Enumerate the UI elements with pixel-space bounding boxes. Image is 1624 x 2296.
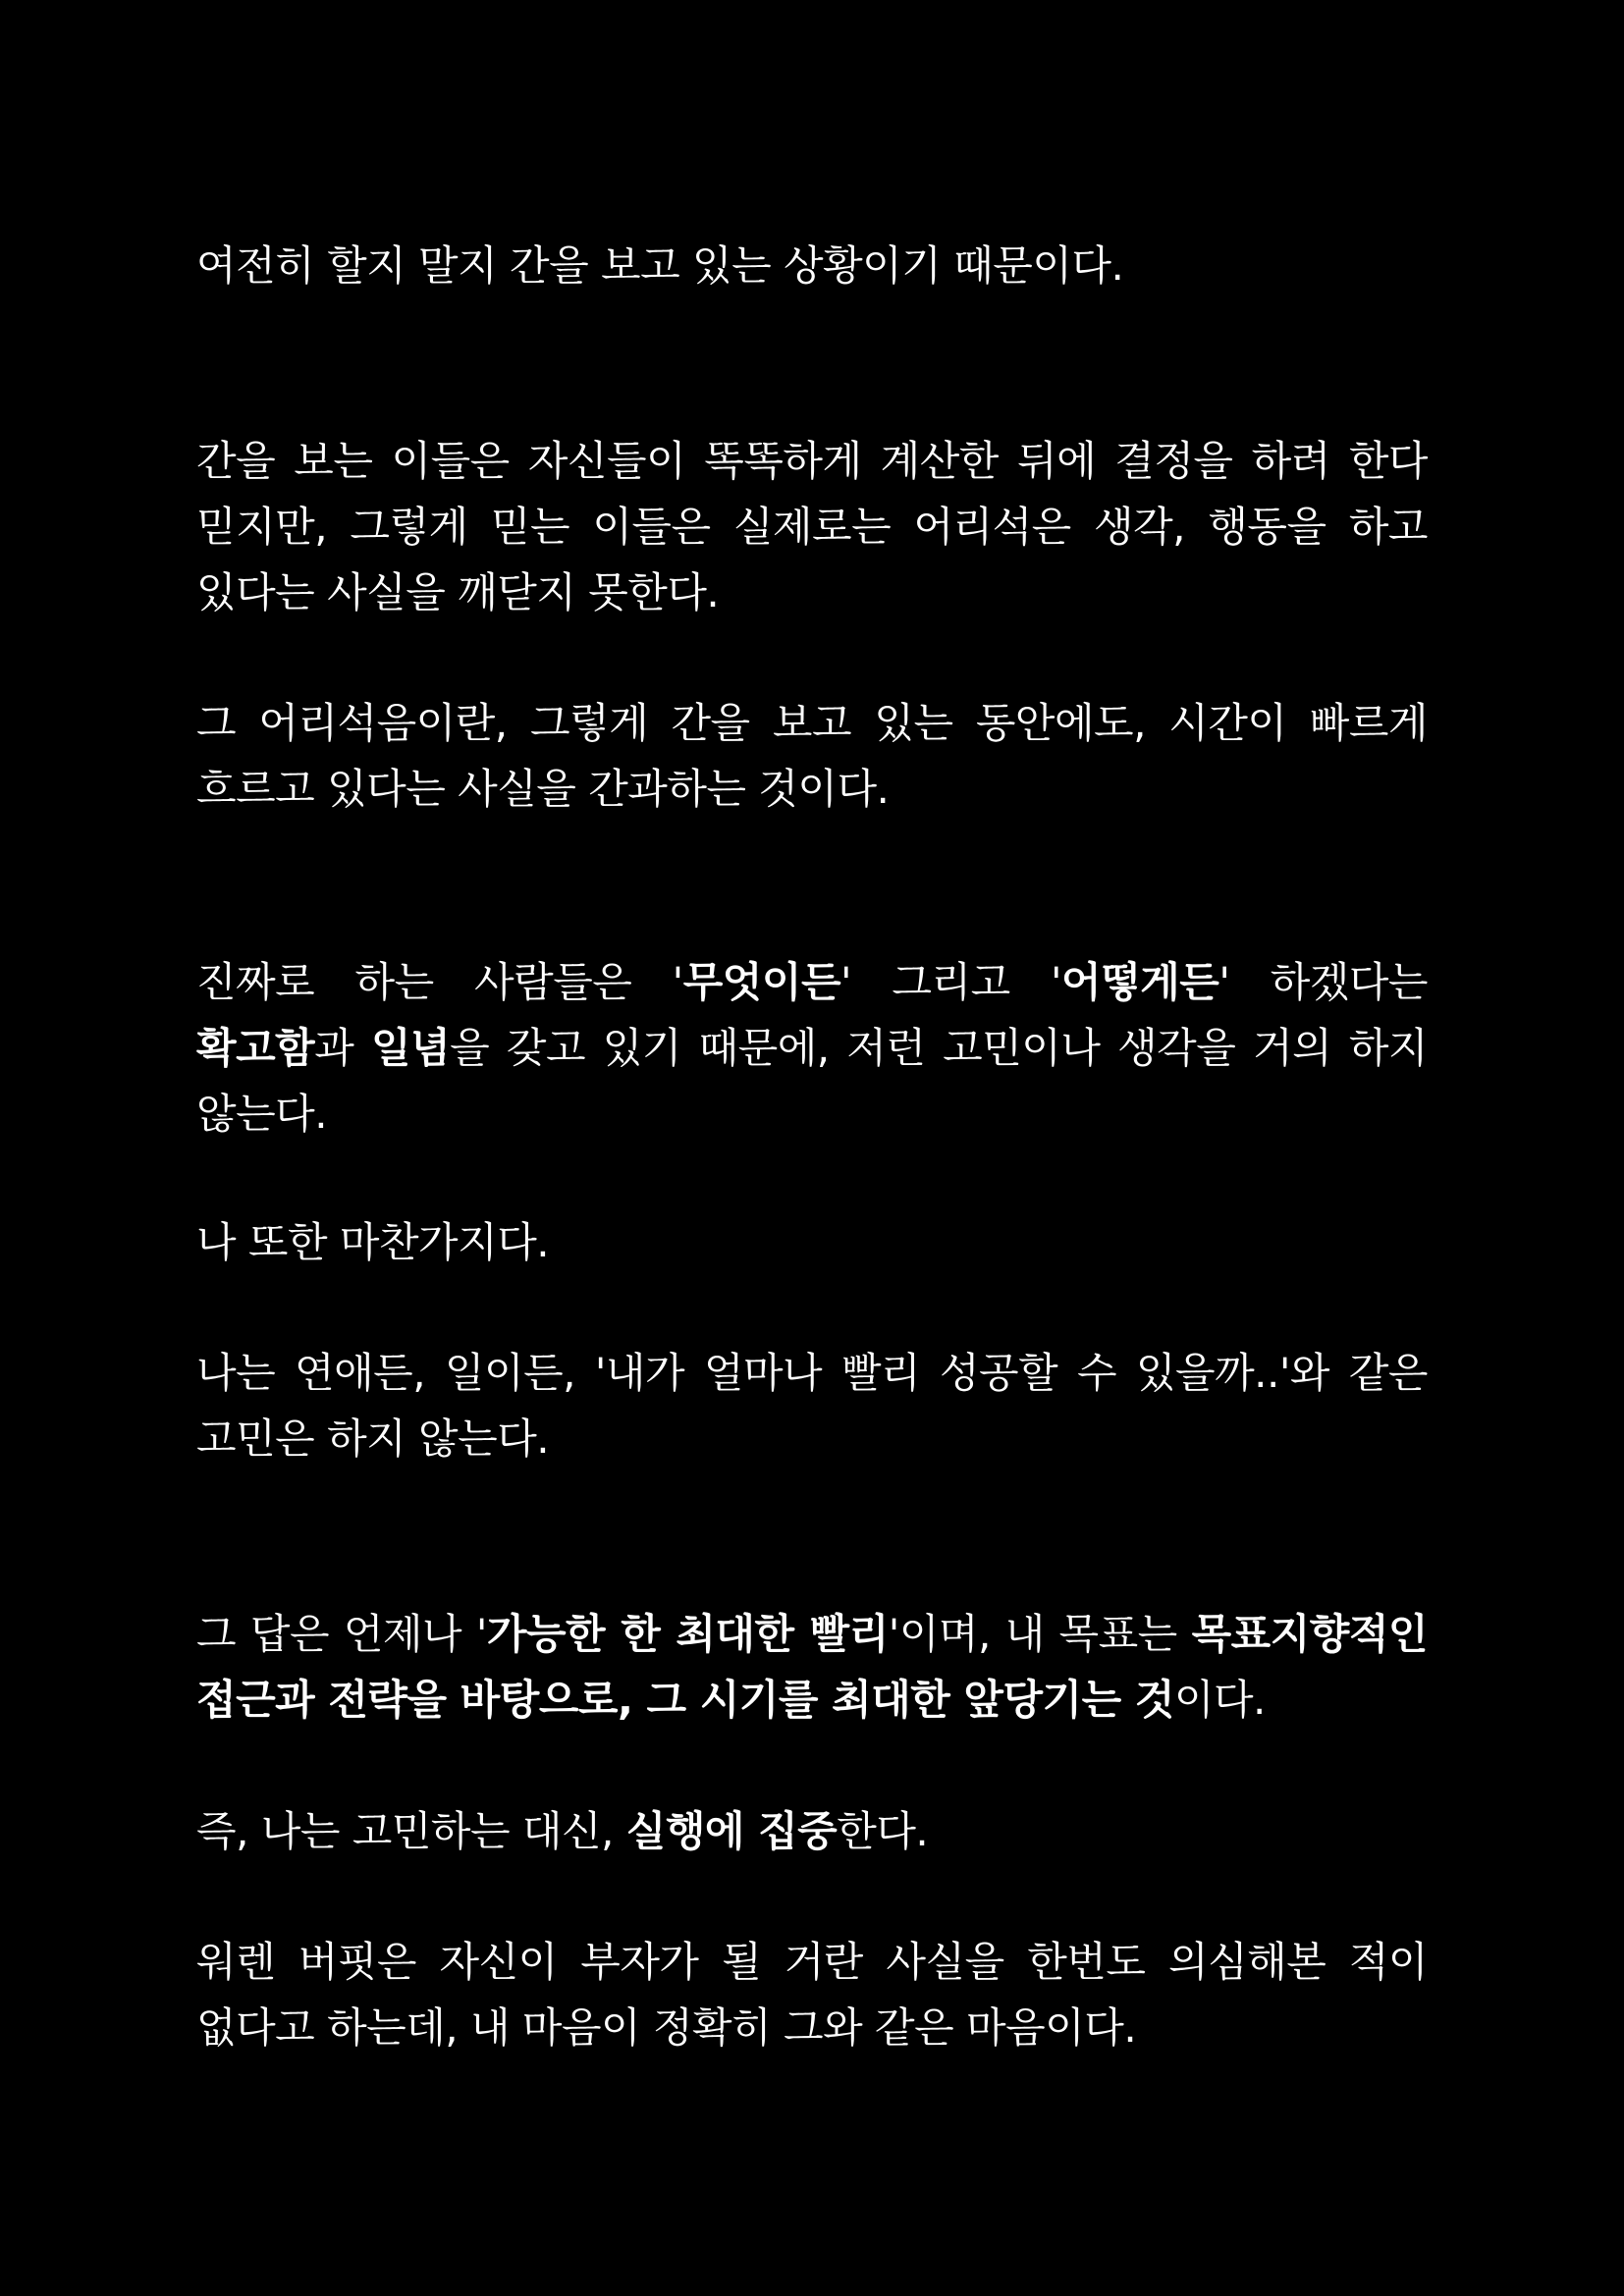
bold-text-segment: 실행에 집중 xyxy=(625,1807,838,1855)
paragraph-6 xyxy=(196,1340,1428,1471)
paragraph-5 xyxy=(196,1209,1428,1275)
paragraph-1 xyxy=(196,233,1428,298)
text-segment: 여전히 할지 말지 간을 보고 있는 상황이기 때문이다. xyxy=(196,241,1124,290)
text-segment: ' 그리고 ' xyxy=(840,958,1062,1006)
bold-text-segment: 일념 xyxy=(370,1024,451,1072)
text-segment: 즉, 나는 고민하는 대신, xyxy=(196,1807,626,1855)
text-segment: 이다. xyxy=(1173,1676,1266,1724)
text-segment: 한다. xyxy=(837,1807,929,1855)
text-segment: 과 xyxy=(314,1024,371,1072)
paragraph-8 xyxy=(196,1798,1428,1864)
text-segment: 나 또한 마찬가지다. xyxy=(196,1218,550,1266)
text-segment: 간을 보는 이들은 자신들이 똑똑하게 계산한 뒤에 결정을 하려 한다 믿지만, 그렇게 믿는 이들은 실제로는 어리석은 생각, 행동을 하고 있다는 사실을 깨닫지 못한다. xyxy=(196,437,1428,616)
paragraph-9 xyxy=(196,1929,1428,2060)
paragraph-4 xyxy=(196,949,1428,1147)
bold-text-segment: 무엇이든 xyxy=(682,958,841,1006)
document-page xyxy=(196,0,1428,2296)
text-segment: '이며, 내 목표는 xyxy=(888,1610,1192,1658)
bold-text-segment: 확고함 xyxy=(196,1024,315,1072)
bold-text-segment: 어떻게든 xyxy=(1061,958,1219,1006)
paragraph-2 xyxy=(196,428,1428,625)
bold-text-segment: 목표지향적인 접근과 전략을 바탕으로, 그 시기를 최대한 앞당기는 것 xyxy=(196,1610,1428,1724)
bold-text-segment: 가능한 한 최대한 빨리 xyxy=(486,1610,889,1658)
paragraph-7 xyxy=(196,1601,1428,1733)
text-segment: 워렌 버핏은 자신이 부자가 될 거란 사실을 한번도 의심해본 적이 없다고 하는데, 내 마음이 정확히 그와 같은 마음이다. xyxy=(196,1938,1428,2052)
paragraph-3 xyxy=(196,690,1428,822)
text-segment: 그 어리석음이란, 그렇게 간을 보고 있는 동안에도, 시간이 빠르게 흐르고 있다는 사실을 간과하는 것이다. xyxy=(196,699,1428,813)
text-segment: 그 답은 언제나 ' xyxy=(196,1610,487,1658)
text-segment: 을 갖고 있기 때문에, 저런 고민이나 생각을 거의 하지 않는다. xyxy=(196,1024,1428,1138)
text-segment: 진짜로 하는 사람들은 ' xyxy=(196,958,683,1006)
text-segment: 나는 연애든, 일이든, '내가 얼마나 빨리 성공할 수 있을까..'와 같은 고민은 하지 않는다. xyxy=(196,1349,1428,1463)
text-segment: ' 하겠다는 xyxy=(1218,958,1429,1006)
